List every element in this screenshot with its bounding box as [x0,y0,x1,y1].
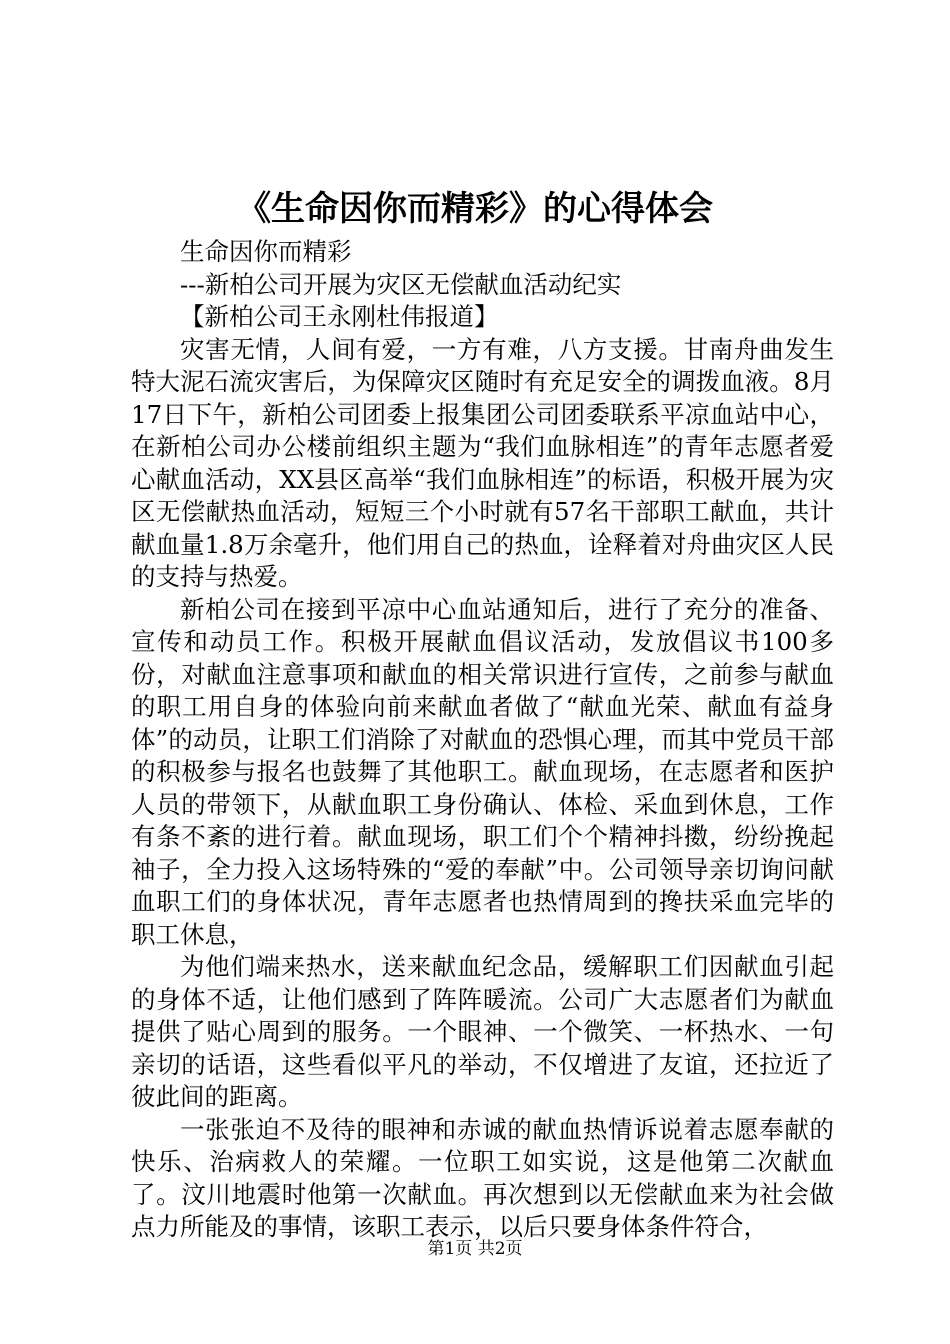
paragraph: 灾害无情，人间有爱，一方有难，八方支援。甘南舟曲发生特大泥石流灾害后，为保障灾区随时有充足安全的调拨血液。8月17日下午，新柏公司团委上报集团公司团委联系平凉血站中心，在新柏公司办公楼前组织主题为“我们血脉相连”的青年志愿者爱心献血活动，XX县区高举“我们血脉相连”的标语，积极开展为灾区无偿献热血活动，短短三个小时就有57名干部职工献血，共计献血量1.8万余毫升，他们用自己的热血，诠释着对舟曲灾区人民的支持与热爱。 [131,334,834,591]
document-title: 《生命因你而精彩》的心得体会 [237,189,713,229]
subtitle-line: ---新柏公司开展为灾区无偿献血活动纪实 [180,269,622,299]
page-number-footer: 第1页 共2页 [427,1239,523,1259]
paragraph: 新柏公司在接到平凉中心血站通知后，进行了充分的准备、宣传和动员工作。积极开展献血倡议活动，发放倡议书100多份，对献血注意事项和献血的相关常识进行宣传，之前参与献血的职工用自身的体验向前来献血者做了“献血光荣、献血有益身体”的动员，让职工们消除了对献血的恐惧心理，而其中党员干部的积极参与报名也鼓舞了其他职工。献血现场，在志愿者和医护人员的带领下，从献血职工身份确认、体检、采血到休息，工作有条不紊的进行着。献血现场，职工们个个精神抖擞，纷纷挽起袖子，全力投入这场特殊的“爱的奉献”中。公司领导亲切询问献血职工们的身体状况，青年志愿者也热情周到的搀扶采血完毕的职工休息， [131,594,834,949]
byline: 【新柏公司王永刚杜伟报道】 [180,302,499,331]
subtitle-line: 生命因你而精彩 [180,237,352,266]
document-body [131,236,834,1244]
paragraph: 一张张迫不及待的眼神和赤诚的献血热情诉说着志愿奉献的快乐、治病救人的荣耀。一位职工如实说，这是他第二次献血了。汶川地震时他第一次献血。再次想到以无偿献血来为社会做点力所能及的事情，该职工表示，以后只要身体条件符合， [131,1114,834,1241]
paragraph: 为他们端来热水，送来献血纪念品，缓解职工们因献血引起的身体不适，让他们感到了阵阵暖流。公司广大志愿者们为献血提供了贴心周到的服务。一个眼神、一个微笑、一杯热水、一句亲切的话语，这些看似平凡的举动，不仅增进了友谊，还拉近了彼此间的距离。 [131,952,834,1111]
